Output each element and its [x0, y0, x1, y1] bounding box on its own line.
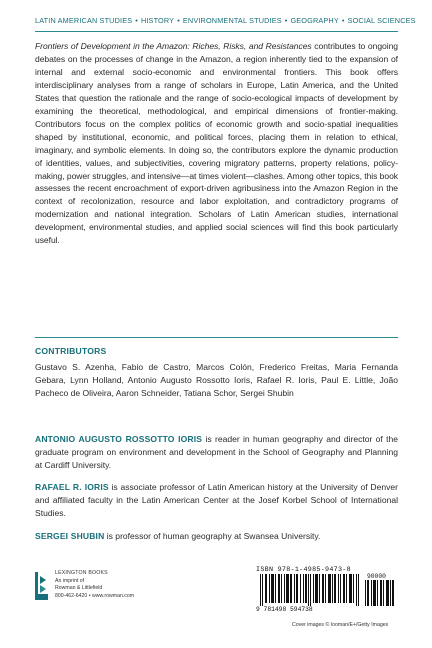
subject-separator: •	[177, 16, 180, 25]
author-bio-text: is associate professor of Latin American history at the University of Denver and affiliated faculty in the Latin American Center at the Josef Korbel School of International Studies.	[35, 482, 398, 518]
subject-separator: •	[341, 16, 345, 25]
publisher-block	[35, 570, 155, 620]
ean-barcode	[260, 574, 362, 606]
bottom-divider	[35, 337, 398, 338]
subject-4: GEOGRAPHY	[290, 16, 339, 25]
subject-5: SOCIAL SCIENCES	[347, 16, 416, 25]
ean-digits: 9 781498 594738	[256, 606, 313, 613]
description-body: contributes to ongoing debates on the processes of change in the Amazon, a region inherently tied to the expansion of internal and external socio-economic and environmental frontiers. This book offers interdisciplinary analyses from a range of scholars in Europe, Latin America, and the United States that question the rationale and the range of socio-ecological impacts of development by examining the theoretical, methodological, and empirical dimensions of frontier-making. Contributors focus on the complex politics of economic growth and socio-spatial inequalities shaped by institutional, economic, and political forces, placing them in relation to ethical, imaginary, and symbolic elements. In doing so, the contributors explore the dynamic production of identities, values, and subjectivities, covering migratory patterns, property relations, policy-making, power struggles, and intensive—at times violent—clashes. Among other topics, this book assesses the recent encroachment of export-driven agribusiness into the Amazon Region in the context of recolonization, resource and labor exploitation, and contradictory programs of modernization and national integration. Scholars of Latin American studies, international development, environmental studies, and applied social sciences will find this book particularly useful.	[35, 41, 399, 246]
barcode-block	[256, 566, 399, 616]
subject-categories	[35, 16, 416, 25]
author-bio-1	[35, 433, 398, 472]
publisher-imprint-2: Rowman & Littlefield	[55, 585, 103, 592]
book-title: Frontiers of Development in the Amazon: Riches, Risks, and Resistances	[35, 41, 312, 51]
publisher-text	[55, 570, 134, 600]
author-bio-2	[35, 481, 398, 520]
top-divider	[35, 31, 398, 32]
contributors-heading: CONTRIBUTORS	[35, 346, 107, 356]
subject-1: LATIN AMERICAN STUDIES	[35, 16, 133, 25]
author-name: RAFAEL R. IORIS	[35, 482, 109, 492]
author-name: ANTONIO AUGUSTO ROSSOTTO IORIS	[35, 434, 203, 444]
subject-separator: •	[135, 16, 138, 25]
author-bio-3	[35, 530, 398, 543]
publisher-imprint-1: An imprint of	[55, 577, 85, 584]
author-name: SERGEI SHUBIN	[35, 531, 105, 541]
book-description	[35, 40, 398, 247]
isbn-text: ISBN 978-1-4985-9473-8	[256, 566, 351, 574]
publisher-logo-icon	[35, 572, 48, 600]
image-credit: Cover images © Iooman/E+/Getty Images	[292, 622, 389, 628]
contributors-list: Gustavo S. Azenha, Fabio de Castro, Marcos Colón, Frederico Freitas, Maria Fernanda Gebara, Lynn Holland, Antonio Augusto Rossotto Ioris, Rafael R. Ioris, Paul E. Little, João Pacheco de Oliveira, Aaron Schneider, Tatiana Schor, Sergei Shubin	[35, 362, 398, 398]
price-code: 90000	[367, 573, 386, 580]
subject-separator: •	[284, 16, 288, 25]
subject-2: HISTORY	[140, 16, 175, 25]
subject-3: ENVIRONMENTAL STUDIES	[182, 16, 282, 25]
publisher-name: LEXINGTON BOOKS	[55, 570, 108, 576]
author-bio-text: is professor of human geography at Swansea University.	[104, 531, 321, 541]
price-barcode	[365, 580, 395, 606]
author-bio-text: is reader in human geography and director of the graduate program on environment and development in the School of Geography and Planning at Cardiff University.	[35, 434, 399, 470]
publisher-contact: 800-462-6420 • www.rowman.com	[55, 592, 135, 599]
